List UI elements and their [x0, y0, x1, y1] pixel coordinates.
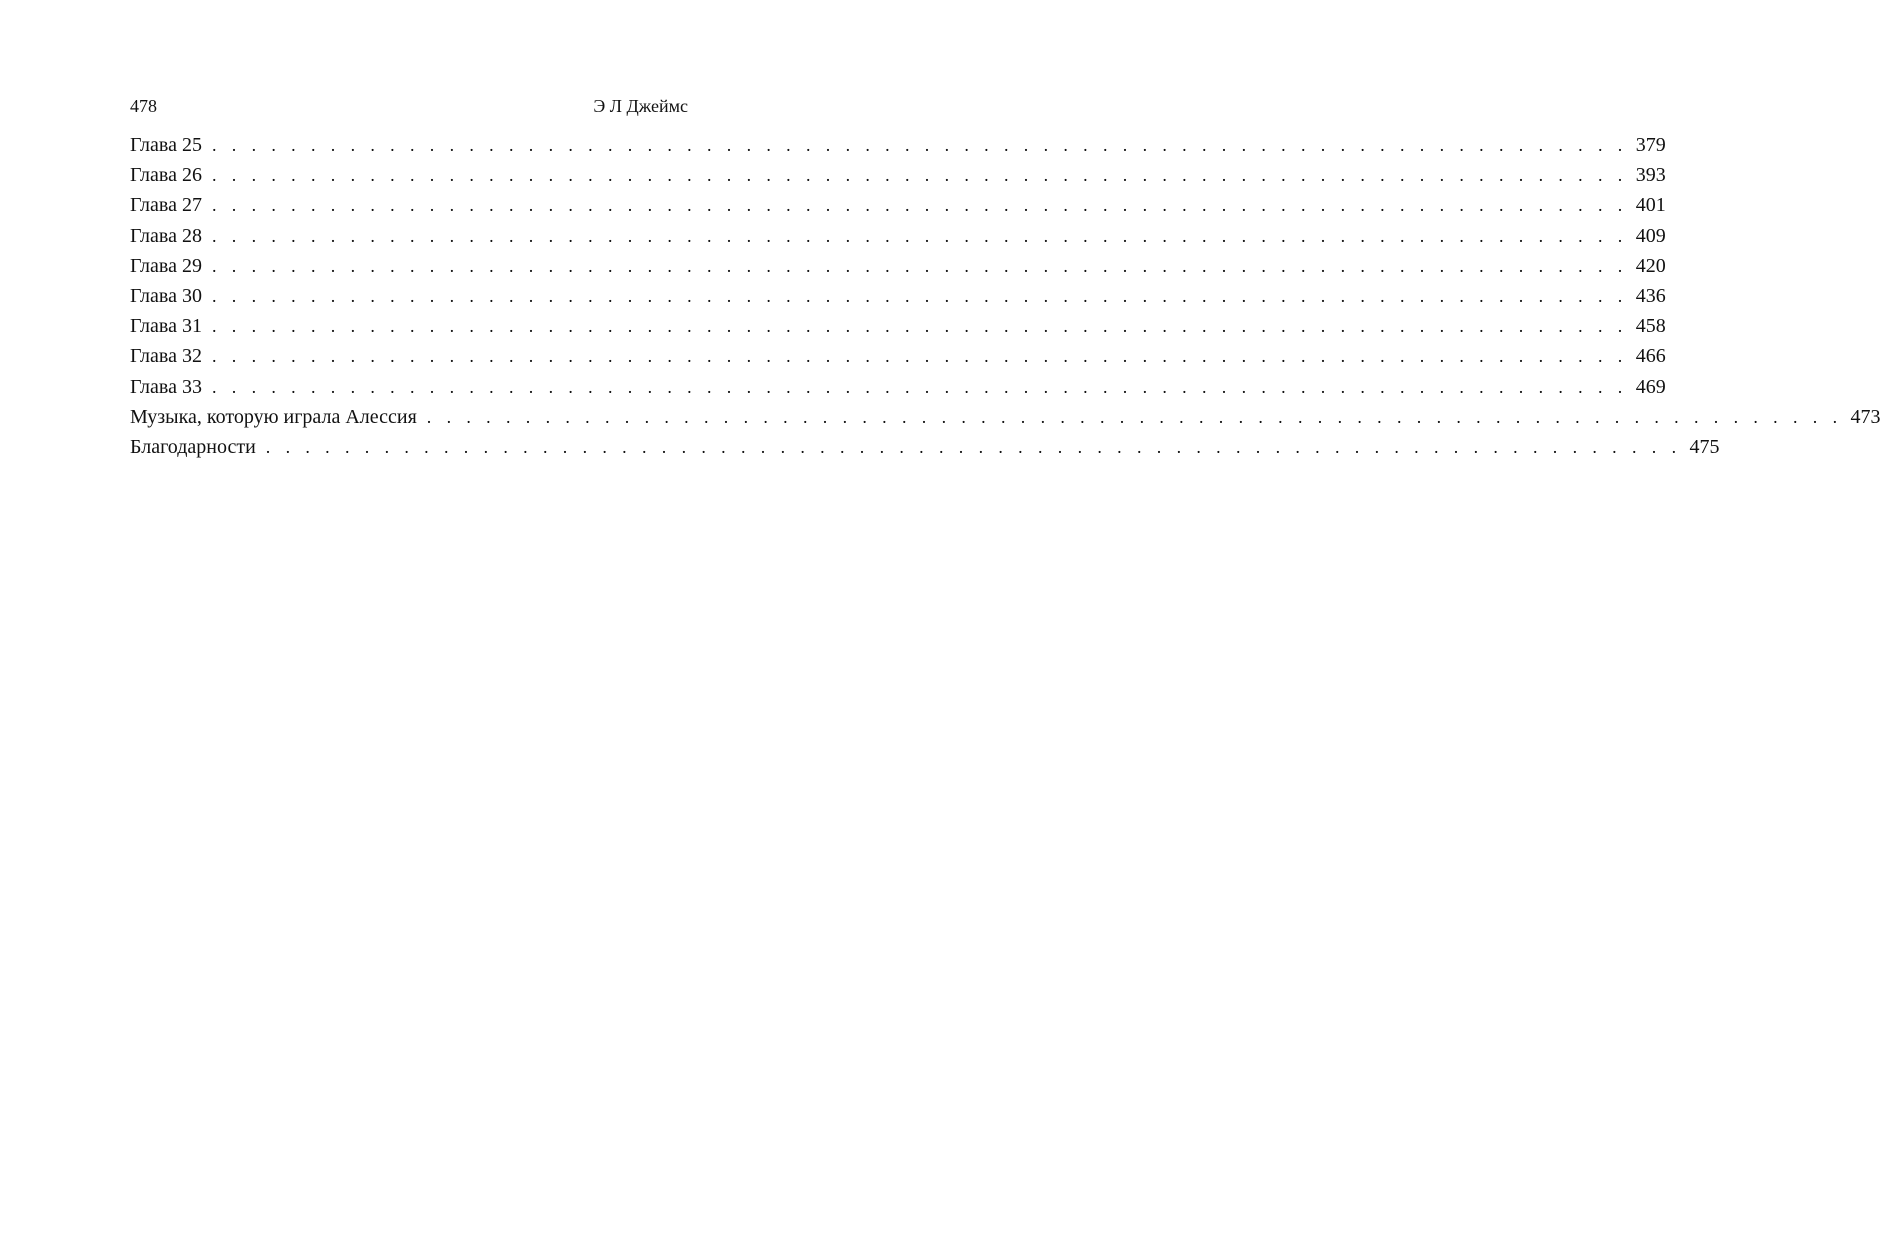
running-title: Э Л Джеймс	[593, 96, 688, 116]
toc-entry-title: Музыка, которую играла Алессия	[130, 405, 417, 428]
toc-leader-dots: . . . . . . . . . . . . . . . . . . . . . . . . . . . . . . . . . . . . . . . . . . . . . . . . . . . . . . . . . . . . . . . . . . . . . . . .	[426, 406, 1843, 427]
toc-entry	[130, 341, 1666, 371]
page-number: 478	[130, 96, 157, 116]
toc-leader-dots: . . . . . . . . . . . . . . . . . . . . . . . . . . . . . . . . . . . . . . . . . . . . . . . . . . . . . . . . . . . . . . . . . . . . . . . .	[211, 255, 1628, 276]
toc-entry	[130, 221, 1666, 251]
toc-entry-page: 466	[1635, 345, 1666, 368]
toc-entry	[130, 190, 1666, 220]
table-of-contents	[130, 130, 1880, 462]
toc-entry-page: 409	[1635, 224, 1666, 247]
toc-entry-title: Глава 31	[130, 315, 202, 338]
toc-entry-page: 475	[1689, 435, 1720, 458]
toc-entry-title: Глава 25	[130, 134, 202, 156]
toc-leader-dots: . . . . . . . . . . . . . . . . . . . . . . . . . . . . . . . . . . . . . . . . . . . . . . . . . . . . . . . . . . . . . . . . . . . . . . . .	[211, 346, 1628, 367]
toc-entry-page: 473	[1850, 405, 1880, 428]
toc-entry	[130, 372, 1666, 402]
toc-entry-title: Глава 29	[130, 254, 202, 277]
toc-entry-title: Благодарности	[130, 435, 256, 458]
toc-entry-title: Глава 27	[130, 194, 202, 217]
toc-entry-page: 436	[1635, 284, 1666, 307]
toc-leader-dots: . . . . . . . . . . . . . . . . . . . . . . . . . . . . . . . . . . . . . . . . . . . . . . . . . . . . . . . . . . . . . . . . . . . . . . . .	[211, 225, 1628, 246]
toc-entry-page: 420	[1635, 254, 1666, 277]
toc-leader-dots: . . . . . . . . . . . . . . . . . . . . . . . . . . . . . . . . . . . . . . . . . . . . . . . . . . . . . . . . . . . . . . . . . . . . . . . .	[265, 436, 1682, 457]
page-header	[130, 96, 688, 120]
toc-entry	[130, 251, 1666, 281]
toc-entry	[130, 402, 1880, 432]
toc-entry-page: 393	[1635, 164, 1666, 187]
toc-entry-title: Глава 26	[130, 164, 202, 187]
toc-entry-page: 469	[1635, 375, 1666, 398]
toc-entry-title: Глава 33	[130, 375, 202, 398]
toc-leader-dots: . . . . . . . . . . . . . . . . . . . . . . . . . . . . . . . . . . . . . . . . . . . . . . . . . . . . . . . . . . . . . . . . . . . . . . . .	[211, 376, 1628, 397]
toc-entry	[130, 311, 1666, 341]
toc-entry-title: Глава 28	[130, 224, 202, 247]
toc-entry-page: 401	[1635, 194, 1666, 217]
toc-entry-title: Глава 30	[130, 284, 202, 307]
toc-leader-dots: . . . . . . . . . . . . . . . . . . . . . . . . . . . . . . . . . . . . . . . . . . . . . . . . . . . . . . . . . . . . . . . . . . . . . . . .	[211, 195, 1628, 216]
toc-entry-page: 379	[1635, 134, 1666, 156]
toc-leader-dots: . . . . . . . . . . . . . . . . . . . . . . . . . . . . . . . . . . . . . . . . . . . . . . . . . . . . . . . . . . . . . . . . . . . . . . . .	[211, 316, 1628, 337]
toc-entry	[130, 130, 1666, 160]
toc-entry	[130, 432, 1720, 462]
toc-leader-dots: . . . . . . . . . . . . . . . . . . . . . . . . . . . . . . . . . . . . . . . . . . . . . . . . . . . . . . . . . . . . . . . . . . . . . . . .	[211, 135, 1628, 155]
toc-leader-dots: . . . . . . . . . . . . . . . . . . . . . . . . . . . . . . . . . . . . . . . . . . . . . . . . . . . . . . . . . . . . . . . . . . . . . . . .	[211, 285, 1628, 306]
toc-leader-dots: . . . . . . . . . . . . . . . . . . . . . . . . . . . . . . . . . . . . . . . . . . . . . . . . . . . . . . . . . . . . . . . . . . . . . . . .	[211, 165, 1628, 186]
toc-entry	[130, 281, 1666, 311]
toc-entry	[130, 160, 1666, 190]
toc-entry-title: Глава 32	[130, 345, 202, 368]
toc-entry-page: 458	[1635, 315, 1666, 338]
